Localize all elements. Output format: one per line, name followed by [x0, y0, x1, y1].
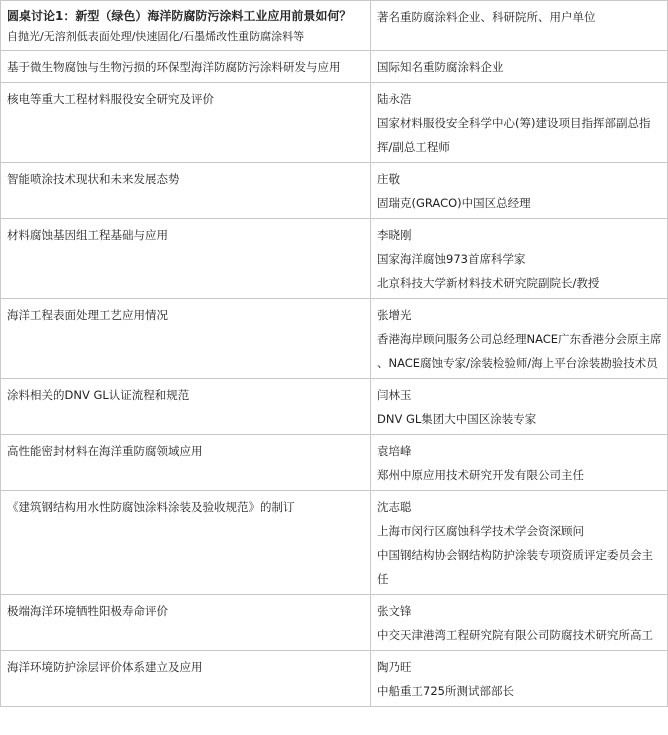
- speaker-title: 郑州中原应用技术研究开发有限公司主任: [377, 468, 584, 482]
- speaker-cell: [371, 491, 668, 595]
- roundtable-subtitle: 自抛光/无溶剂低表面处理/快速固化/石墨烯改性重防腐涂料等: [7, 30, 305, 43]
- table-header-row: [1, 1, 668, 51]
- speaker-title: 中交天津港湾工程研究院有限公司防腐技术研究所高工: [377, 628, 653, 642]
- topic-text: 基于微生物腐蚀与生物污损的环保型海洋防腐防污涂料研发与应用: [7, 60, 341, 74]
- speaker-cell: [371, 435, 668, 491]
- speaker-name: 国际知名重防腐涂料企业: [377, 60, 504, 74]
- table-row: [1, 163, 668, 219]
- speaker-name: 张文锋: [377, 604, 412, 618]
- speaker-title: DNV GL集团大中国区涂装专家: [377, 412, 537, 426]
- speaker-cell: [371, 651, 668, 707]
- topic-cell: [1, 219, 371, 299]
- table-row: [1, 379, 668, 435]
- topic-cell: [1, 491, 371, 595]
- table-row: [1, 51, 668, 83]
- table-row: [1, 651, 668, 707]
- roundtable-participants-cell: [371, 1, 668, 51]
- topic-text: 高性能密封材料在海洋重防腐领域应用: [7, 444, 203, 458]
- table-row: [1, 595, 668, 651]
- topic-cell: [1, 379, 371, 435]
- speaker-title: 国家材料服役安全科学中心(筹)建设项目指挥部副总指挥/副总工程师: [377, 116, 651, 154]
- speaker-title: 中船重工725所测试部部长: [377, 684, 514, 698]
- topic-text: 涂料相关的DNV GL认证流程和规范: [7, 388, 190, 402]
- topic-cell: [1, 51, 371, 83]
- topic-cell: [1, 83, 371, 163]
- roundtable-participants: 著名重防腐涂料企业、科研院所、用户单位: [377, 10, 596, 24]
- topic-cell: [1, 299, 371, 379]
- topic-text: 材料腐蚀基因组工程基础与应用: [7, 228, 168, 242]
- speaker-name: 张增光: [377, 308, 412, 322]
- speaker-title: 上海市闵行区腐蚀科学技术学会资深顾问: [377, 524, 584, 538]
- table-row: [1, 219, 668, 299]
- topic-cell: [1, 163, 371, 219]
- topic-cell: [1, 651, 371, 707]
- speaker-title: 北京科技大学新材料技术研究院副院长/教授: [377, 276, 600, 290]
- table-row: [1, 83, 668, 163]
- table-row: [1, 435, 668, 491]
- table-row: [1, 299, 668, 379]
- topic-text: 海洋环境防护涂层评价体系建立及应用: [7, 660, 203, 674]
- speaker-title: 、NACE腐蚀专家/涂装检验师/海上平台涂装勘验技术员: [377, 356, 658, 370]
- speaker-cell: [371, 595, 668, 651]
- roundtable-topic-cell: [1, 1, 371, 51]
- speaker-title: 国家海洋腐蚀973首席科学家: [377, 252, 526, 266]
- speaker-title: 固瑞克(GRACO)中国区总经理: [377, 196, 531, 210]
- speaker-name: 李晓刚: [377, 228, 412, 242]
- speaker-cell: [371, 379, 668, 435]
- speaker-name: 沈志聪: [377, 500, 412, 514]
- speaker-name: 袁培峰: [377, 444, 412, 458]
- topic-text: 海洋工程表面处理工艺应用情况: [7, 308, 168, 322]
- speaker-name: 陆永浩: [377, 92, 412, 106]
- speaker-cell: [371, 83, 668, 163]
- speaker-cell: [371, 163, 668, 219]
- speaker-cell: [371, 299, 668, 379]
- topic-text: 核电等重大工程材料服役安全研究及评价: [7, 92, 214, 106]
- topic-text: 智能喷涂技术现状和未来发展态势: [7, 172, 180, 186]
- topic-cell: [1, 595, 371, 651]
- speaker-name: 陶乃旺: [377, 660, 412, 674]
- speaker-name: 闫林玉: [377, 388, 412, 402]
- speaker-name: 庄敬: [377, 172, 400, 186]
- topic-text: 《建筑钢结构用水性防腐蚀涂料涂装及验收规范》的制订: [7, 500, 295, 514]
- speaker-cell: [371, 51, 668, 83]
- topic-cell: [1, 435, 371, 491]
- speaker-title: 中国钢结构协会钢结构防护涂装专项资质评定委员会主任: [377, 548, 653, 586]
- speaker-title: 香港海岸顾问服务公司总经理NACE广东香港分会原主席: [377, 332, 662, 346]
- table-row: [1, 491, 668, 595]
- roundtable-title: 圆桌讨论1：新型（绿色）海洋防腐防污涂料工业应用前景如何？: [7, 9, 352, 23]
- speaker-cell: [371, 219, 668, 299]
- topic-text: 极端海洋环境牺牲阳极寿命评价: [7, 604, 168, 618]
